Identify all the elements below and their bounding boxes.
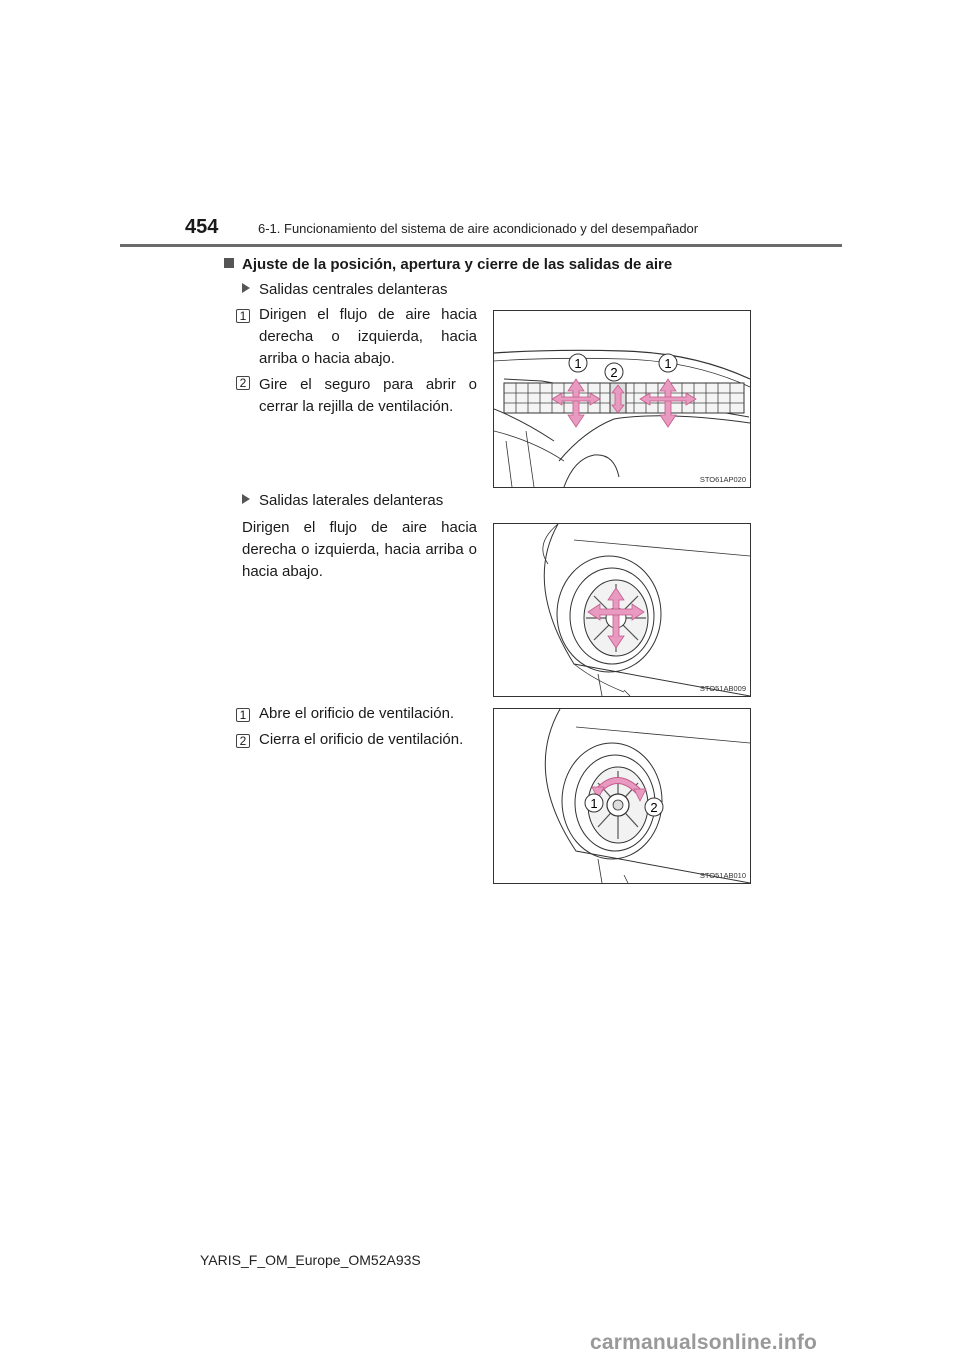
section-title: 6-1. Funcionamiento del sistema de aire acondicionado y del desempañador bbox=[258, 221, 699, 236]
callout-2 bbox=[645, 798, 663, 816]
step-2-text: Gire el seguro para abrir o cerrar la rejilla de ventilación. bbox=[259, 376, 477, 415]
step-open-text: Abre el orificio de ventilación. bbox=[259, 705, 455, 722]
svg-text:2: 2 bbox=[610, 365, 618, 380]
step-open-badge bbox=[236, 706, 250, 724]
figure-code: STO51AB010 bbox=[699, 871, 746, 880]
figure-code: STO51AB009 bbox=[699, 684, 746, 693]
side-vents-text: Dirigen el flujo de aire hacia derecha o izquierda, hacia arriba o hacia abajo. bbox=[242, 519, 477, 580]
callout-1 bbox=[585, 794, 603, 812]
figure-side-vent bbox=[493, 523, 751, 697]
figure-central-vents bbox=[493, 310, 751, 488]
side-vent-illustration bbox=[494, 524, 750, 696]
watermark: carmanualsonline.info bbox=[590, 1331, 818, 1354]
step-number: 1 bbox=[236, 708, 250, 722]
vent-dial-illustration bbox=[494, 709, 750, 883]
step-close-badge bbox=[236, 732, 250, 750]
svg-text:2: 2 bbox=[650, 800, 658, 815]
header-rule bbox=[120, 244, 842, 247]
step-1-badge bbox=[236, 307, 250, 325]
footer-doc-id: YARIS_F_OM_Europe_OM52A93S bbox=[200, 1252, 421, 1268]
figure-code: STO61AP020 bbox=[699, 475, 746, 484]
square-bullet-icon bbox=[224, 258, 234, 268]
sub-heading bbox=[224, 256, 672, 273]
triangle-bullet-icon bbox=[242, 283, 250, 293]
callout-1-right bbox=[659, 354, 677, 372]
step-number: 2 bbox=[236, 376, 250, 390]
callout-2 bbox=[605, 363, 623, 381]
svg-text:1: 1 bbox=[574, 356, 582, 371]
page-number: 454 bbox=[185, 216, 219, 238]
svg-text:1: 1 bbox=[664, 356, 672, 371]
bullet-central-vents bbox=[242, 281, 447, 298]
step-number: 1 bbox=[236, 309, 250, 323]
figure-vent-dial bbox=[493, 708, 751, 884]
bullet-central-label: Salidas centrales delanteras bbox=[259, 281, 448, 298]
svg-text:1: 1 bbox=[590, 796, 598, 811]
bullet-side-label: Salidas laterales delanteras bbox=[259, 492, 444, 509]
central-vent-illustration bbox=[494, 311, 750, 487]
bullet-side-vents bbox=[242, 492, 443, 509]
step-close-text: Cierra el orificio de ventilación. bbox=[259, 731, 464, 748]
sub-heading-text: Ajuste de la posición, apertura y cierre de las salidas de aire bbox=[242, 256, 673, 273]
step-number: 2 bbox=[236, 734, 250, 748]
callout-1-left bbox=[569, 354, 587, 372]
triangle-bullet-icon bbox=[242, 494, 250, 504]
step-1-text: Dirigen el flujo de aire hacia derecha o izquierda, hacia arriba o hacia abajo. bbox=[259, 306, 477, 367]
step-2-badge bbox=[236, 374, 250, 392]
